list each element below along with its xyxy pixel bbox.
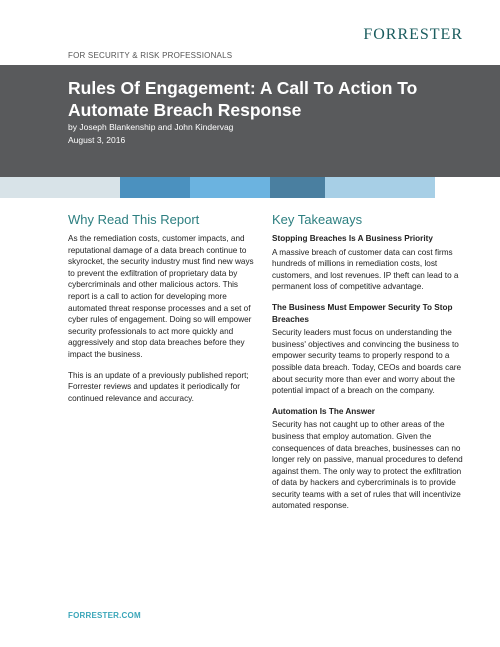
forrester-logo: FORRESTER <box>363 26 463 43</box>
stripe-segment <box>0 177 120 198</box>
color-stripe <box>0 177 500 198</box>
why-read-heading: Why Read This Report <box>68 212 200 227</box>
takeaway-text-1: A massive breach of customer data can cost firms hundreds of millions in remediation costs, lost customers, and lost revenues. IP theft can lead to a permanent loss of competitive advantage. <box>272 247 459 292</box>
report-title: Rules Of Engagement: A Call To Action To Automate Breach Response <box>68 78 418 120</box>
why-read-paragraph-2: This is an update of a previously published report; Forrester reviews and updates it periodically for continued relevance and accuracy. <box>68 370 249 403</box>
takeaway-text-3: Security has not caught up to other areas of the business that employ automation. Given the consequences of data breaches, businesses can no longer rely on passive, manual procedures to defend against them. The only way to protect the exfiltration of data by hackers and cybercriminals is to provide security teams with a set of rules that will incentivize automated response. <box>272 420 463 511</box>
report-authors: by Joseph Blankenship and John Kindervag <box>68 122 234 132</box>
takeaway-title-1: Stopping Breaches Is A Business Priority <box>272 234 433 243</box>
footer-site-link[interactable]: FORRESTER.COM <box>68 611 141 620</box>
key-takeaways-heading: Key Takeaways <box>272 212 363 227</box>
why-read-paragraph-1: As the remediation costs, customer impacts, and reputational damage of a data breach continue to skyrocket, the security industry must find new ways to prevent the exfiltration of proprietary data by cybercriminals and other malicious actors. This report is a call to action for developing more automated threat response processes and a set of cyber rules of engagement. Doing so will empower security professionals to act more quickly and aggressively and stop data breaches before they impact the business. <box>68 234 254 359</box>
stripe-segment <box>435 177 500 198</box>
key-takeaways-section <box>272 212 468 521</box>
stripe-segment <box>120 177 190 198</box>
report-date: August 3, 2016 <box>68 135 126 145</box>
takeaway-title-3: Automation Is The Answer <box>272 406 375 416</box>
stripe-segment <box>190 177 270 198</box>
stripe-segment <box>270 177 325 198</box>
why-read-section <box>68 212 258 413</box>
stripe-segment <box>325 177 435 198</box>
takeaway-text-2: Security leaders must focus on understanding the business' objectives and convincing the business to empower security teams to properly respond to a possible data breach. Today, CEOs and boards care about security more than ever and worry about the potential impact of a breach on the company. <box>272 328 462 396</box>
takeaway-title-2: The Business Must Empower Security To Stop Breaches <box>272 302 453 324</box>
audience-label: FOR SECURITY & RISK PROFESSIONALS <box>68 51 233 60</box>
